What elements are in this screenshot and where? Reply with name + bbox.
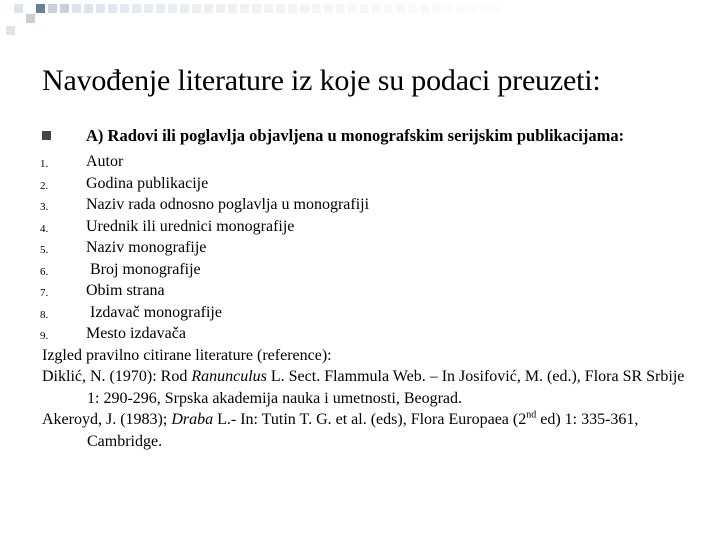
ref-text: L.- In: Tutin T. G. et al. (eds), Flora Europaea (2 bbox=[213, 411, 527, 428]
decor-square bbox=[264, 4, 273, 13]
decor-square bbox=[456, 4, 465, 13]
decor-square bbox=[432, 4, 441, 13]
decor-square bbox=[14, 4, 23, 13]
list-item-text: Izdavač monografije bbox=[86, 303, 222, 321]
decor-square bbox=[156, 4, 165, 13]
decor-square bbox=[26, 14, 35, 23]
list-item-text: Mesto izdavača bbox=[86, 325, 186, 342]
decor-square bbox=[384, 4, 393, 13]
list-item bbox=[42, 302, 692, 324]
list-item-number: 4. bbox=[40, 222, 49, 235]
list-item bbox=[42, 216, 692, 238]
list-item bbox=[42, 259, 692, 281]
decor-square bbox=[360, 4, 369, 13]
list-item-number: 8. bbox=[40, 308, 49, 321]
ref-text: ed) 1: 335-361, Cambridge. bbox=[87, 411, 639, 450]
list-item-number: 3. bbox=[40, 201, 49, 213]
decor-square bbox=[108, 4, 117, 13]
decor-square bbox=[372, 4, 381, 13]
decor-square bbox=[180, 4, 189, 13]
decor-square bbox=[480, 4, 489, 13]
decor-square bbox=[192, 4, 201, 13]
list-item-number: 9. bbox=[40, 330, 49, 342]
list-item-text: Broj monografije bbox=[86, 260, 201, 278]
list-item-text: Autor bbox=[86, 153, 124, 170]
decor-square bbox=[120, 4, 129, 13]
reference-entry bbox=[42, 409, 692, 452]
decor-square bbox=[96, 4, 105, 13]
ref-text: Akeroyd, J. (1983); bbox=[42, 411, 172, 428]
slide-body bbox=[42, 126, 692, 452]
list-item bbox=[42, 323, 692, 345]
decor-square bbox=[72, 4, 81, 13]
slide-title: Navođenje literature iz koje su podaci preuzeti: bbox=[42, 64, 601, 97]
reference-entry bbox=[42, 366, 692, 409]
decor-square bbox=[312, 4, 321, 13]
decor-square bbox=[300, 4, 309, 13]
decor-square bbox=[396, 4, 405, 13]
ref-taxon-italic: Draba bbox=[171, 411, 214, 428]
decor-square bbox=[408, 4, 417, 13]
section-heading bbox=[42, 126, 692, 145]
decor-square bbox=[48, 4, 57, 13]
list-item-text: Urednik ili urednici monografije bbox=[86, 217, 295, 235]
list-item-text: Naziv rada odnosno poglavlja u monografiji bbox=[86, 196, 370, 213]
decor-square bbox=[252, 4, 261, 13]
list-item bbox=[42, 280, 692, 302]
list-item-number: 7. bbox=[40, 287, 49, 299]
decor-square bbox=[492, 4, 501, 13]
section-heading-text: A) Radovi ili poglavlja objavljena u monografskim serijskim publikacijama: bbox=[86, 126, 625, 145]
list-item bbox=[42, 151, 692, 173]
list-item bbox=[42, 173, 692, 195]
decor-square bbox=[204, 4, 213, 13]
example-heading: Izgled pravilno citirane literature (reference): bbox=[42, 346, 332, 364]
decor-square bbox=[6, 26, 15, 35]
list-item-text: Godina publikacije bbox=[86, 174, 209, 192]
decor-square bbox=[228, 4, 237, 13]
ref-taxon-italic: Ranunculus bbox=[191, 368, 267, 385]
decor-square bbox=[216, 4, 225, 13]
list-item-text: Obim strana bbox=[86, 282, 165, 299]
decor-square bbox=[60, 4, 69, 13]
list-item-number: 2. bbox=[40, 179, 49, 192]
decor-square bbox=[348, 4, 357, 13]
ref-superscript: nd bbox=[526, 409, 537, 421]
decorative-squares-row bbox=[0, 0, 720, 40]
decor-square bbox=[36, 4, 45, 13]
decor-square bbox=[240, 4, 249, 13]
list-item bbox=[42, 194, 692, 216]
decor-square bbox=[132, 4, 141, 13]
decor-square bbox=[288, 4, 297, 13]
list-item-number: 5. bbox=[40, 244, 49, 256]
decor-square bbox=[144, 4, 153, 13]
list-item-number: 1. bbox=[40, 158, 49, 170]
list-item-text: Naziv monografije bbox=[86, 239, 207, 256]
square-bullet-icon bbox=[42, 131, 51, 140]
decor-square bbox=[168, 4, 177, 13]
decor-square bbox=[276, 4, 285, 13]
decor-square bbox=[468, 4, 477, 13]
decor-square bbox=[420, 4, 429, 13]
decor-square bbox=[444, 4, 453, 13]
decor-square bbox=[324, 4, 333, 13]
decor-square bbox=[336, 4, 345, 13]
ref-text: L. Sect. Flammula Web. – In Josifović, M. (ed.), Flora SR Srbije 1: 290-296, Srpska akademija nauka i umetnosti, Beograd. bbox=[87, 368, 685, 407]
decor-square bbox=[84, 4, 93, 13]
list-item-number: 6. bbox=[40, 265, 49, 278]
list-item bbox=[42, 237, 692, 259]
ref-text: Diklić, N. (1970): Rod bbox=[42, 368, 192, 385]
